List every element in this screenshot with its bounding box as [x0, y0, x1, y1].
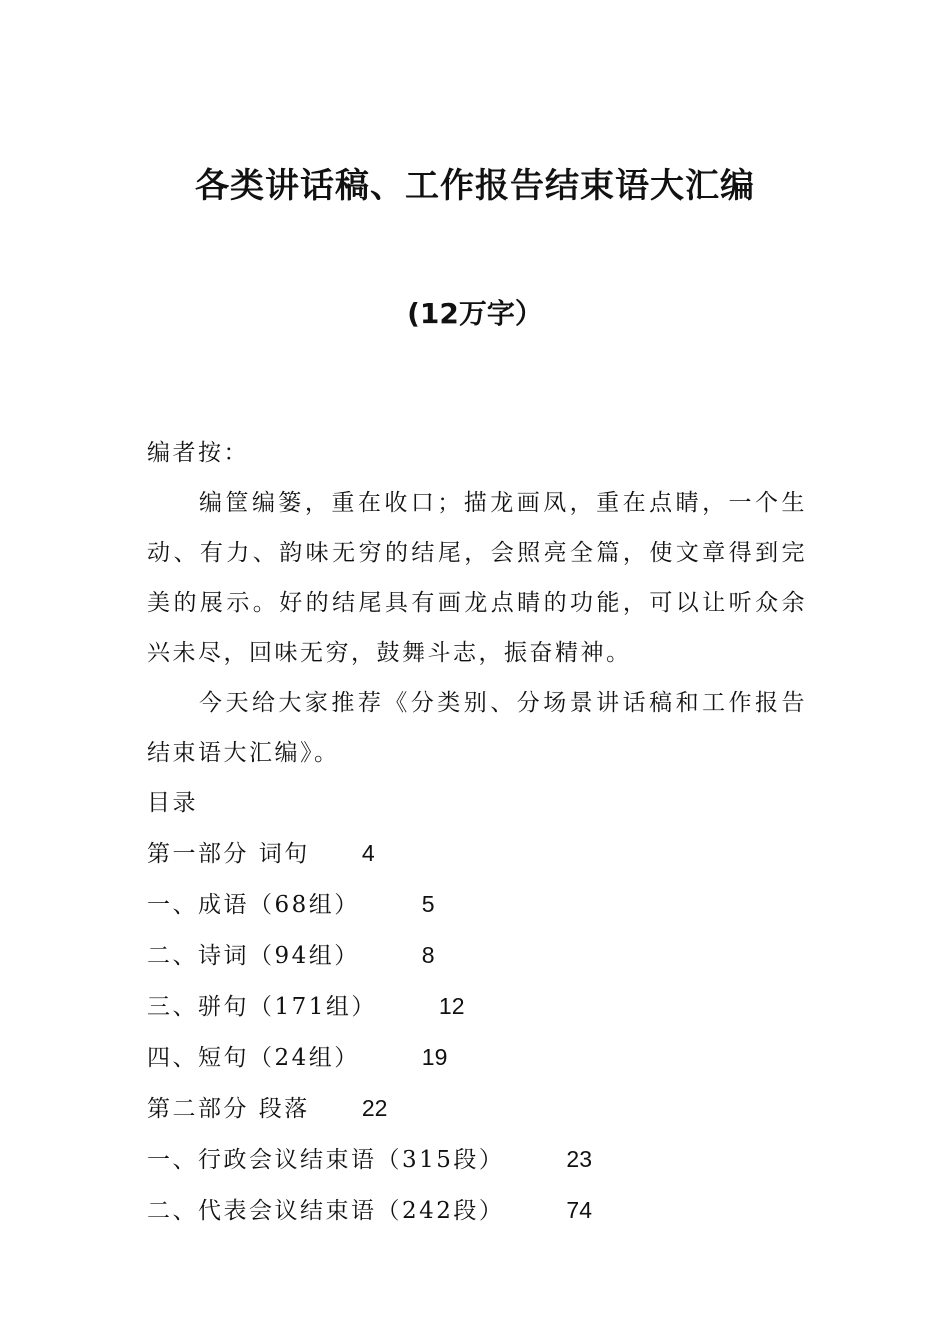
- toc-entry-page: 74: [566, 1197, 592, 1223]
- toc-entry-text: 第二部分 段落: [147, 1096, 310, 1122]
- toc-entry-page: 12: [438, 993, 465, 1019]
- document-title: 各类讲话稿、工作报告结束语大汇编: [195, 166, 755, 206]
- toc-entry-text: 第一部分 词句: [147, 841, 310, 867]
- toc-entry: [147, 1185, 807, 1236]
- toc-entry-page: 19: [421, 1044, 448, 1070]
- toc-entry-text: 二、诗词（94组）: [147, 943, 360, 969]
- toc-entry-page: 5: [421, 891, 435, 917]
- toc-entry-page: 23: [566, 1146, 592, 1172]
- toc-entry-page: 8: [421, 942, 435, 968]
- toc-entry: [147, 879, 807, 930]
- toc-entry: [147, 1032, 807, 1083]
- editor-note-label: 编者按：: [147, 440, 249, 466]
- document-body: [147, 428, 807, 1236]
- toc-entry-text: 一、行政会议结束语（315段）: [147, 1147, 505, 1173]
- toc-entry-text: 一、成语（68组）: [147, 892, 360, 918]
- intro-paragraph-1: 编筐编篓，重在收口；描龙画凤，重在点睛，一个生动、有力、韵味无穷的结尾，会照亮全篇，使文章得到完美的展示。好的结尾具有画龙点睛的功能，可以让听众余兴未尽，回味无穷，鼓舞斗志，振奋精神。: [147, 490, 807, 666]
- toc-entry: [147, 828, 807, 879]
- toc-entry-text: 三、骈句（171组）: [147, 994, 377, 1020]
- toc-entry: [147, 930, 807, 981]
- document-subtitle: (12万字）: [407, 297, 543, 330]
- toc-entry: [147, 1134, 807, 1185]
- toc-label: 目录: [147, 790, 198, 816]
- toc-entry-page: 4: [361, 840, 375, 866]
- intro-paragraph-2: 今天给大家推荐《分类别、分场景讲话稿和工作报告结束语大汇编》。: [147, 690, 807, 766]
- toc-entry: [147, 1083, 807, 1134]
- toc-entry: [147, 981, 807, 1032]
- toc-entry-page: 22: [361, 1095, 388, 1121]
- toc-entry-text: 二、代表会议结束语（242段）: [147, 1198, 505, 1224]
- toc-entry-text: 四、短句（24组）: [147, 1045, 360, 1071]
